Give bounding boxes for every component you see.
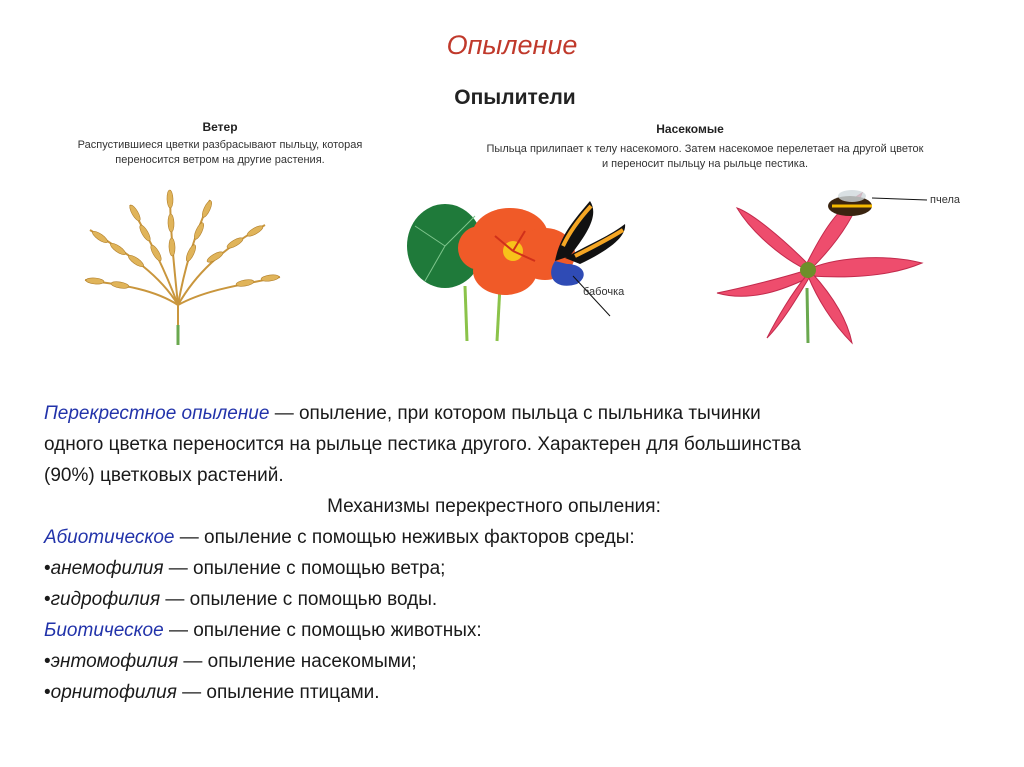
anemophily-term: анемофилия	[50, 558, 164, 579]
ornithophily-term: орнитофилия	[50, 682, 177, 703]
body-text	[44, 398, 984, 708]
ornithophily-item	[44, 677, 984, 708]
lily-bee-illustration	[712, 178, 932, 350]
insects-caption-line2: и переносит пыльцу на рыльце пестика.	[601, 158, 809, 170]
ornithophily-def: — опыление птицами.	[176, 682, 380, 703]
bullet: •	[44, 589, 51, 610]
slide-title: Опыление	[446, 30, 578, 60]
insects-title: Насекомые	[656, 122, 724, 136]
insects-caption	[440, 142, 970, 172]
mechanisms-heading: Механизмы перекрестного опыления:	[327, 496, 661, 517]
pollinators-figure	[40, 80, 990, 360]
cross-pollination-term: Перекрестное опыление	[44, 403, 270, 424]
hydrophily-item	[44, 584, 984, 615]
cross-pollination-def: — опыление, при котором пыльца с пыльника тычинки	[269, 403, 761, 424]
abiotic-def: — опыление с помощью неживых факторов среды:	[174, 527, 635, 548]
wind-caption	[40, 138, 400, 168]
cross-pollination-line2: одного цветка переносится на рыльце пестика другого. Характерен для большинства	[44, 434, 801, 455]
entomophily-term: энтомофилия	[50, 651, 179, 672]
bullet: •	[44, 682, 51, 703]
wind-caption-line2: переносится ветром на другие растения.	[115, 154, 325, 166]
bee-label: пчела	[930, 194, 960, 206]
biotic-term: Биотическое	[44, 620, 164, 641]
cross-pollination-line3: (90%) цветковых растений.	[44, 465, 284, 486]
wind-caption-line1: Распустившиеся цветки разбрасывают пыльцу, которая	[77, 139, 363, 151]
butterfly-label: бабочка	[583, 286, 625, 298]
bullet: •	[44, 558, 51, 579]
figure-heading: Опылители	[454, 86, 576, 109]
anemophily-item	[44, 553, 984, 584]
wind-title: Ветер	[202, 120, 238, 134]
hydrophily-def: — опыление с помощью воды.	[160, 589, 438, 610]
insects-caption-line1: Пыльца прилипает к телу насекомого. Затем насекомое перелетает на другой цветок	[486, 143, 924, 155]
entomophily-item	[44, 646, 984, 677]
entomophily-def: — опыление насекомыми;	[178, 651, 417, 672]
hydrophily-term: гидрофилия	[50, 589, 161, 610]
abiotic-line	[44, 522, 984, 553]
cross-pollination-line1	[44, 398, 984, 429]
biotic-line	[44, 615, 984, 646]
anemophily-def: — опыление с помощью ветра;	[163, 558, 446, 579]
abiotic-term: Абиотическое	[44, 527, 175, 548]
wheat-illustration	[70, 185, 290, 350]
nasturtium-butterfly-illustration	[405, 176, 630, 346]
biotic-def: — опыление с помощью животных:	[163, 620, 482, 641]
bullet: •	[44, 651, 51, 672]
